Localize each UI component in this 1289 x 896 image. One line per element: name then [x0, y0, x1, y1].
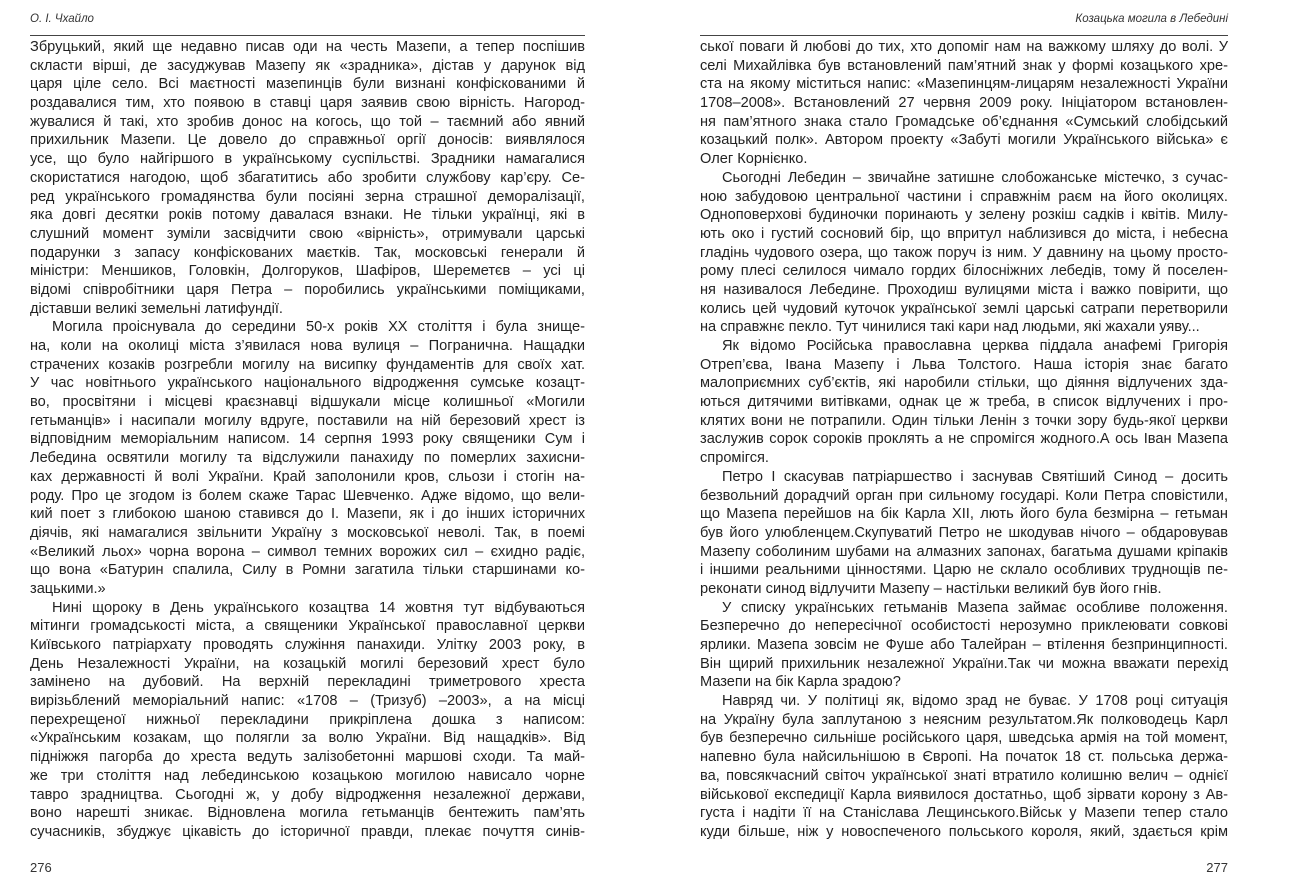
left-page [30, 0, 585, 896]
text-line: Мазепи на бік Карла зрадою? [700, 674, 901, 691]
text-line: роду. Про це згодом із болем скаже Тарас Шевченко. Адже відомо, що вели- [30, 487, 585, 504]
text-line: і іншими реальними цінностями. Царю не склало особливих труднощів пе- [700, 562, 1228, 579]
text-line: Могила проіснувала до середини 50-х років XX століття і була знище- [52, 319, 585, 336]
text-line: замінено на дубовий. На верхній перекладині триметрового хреста [30, 674, 585, 691]
text-line: подарунки з запасу конфіскованих маєтків. Так, московські генерали й [30, 244, 585, 261]
text-line: малоприємних суб’єктів, які наробили стільки, що діяння відлучених зда- [700, 375, 1228, 392]
text-line: куди більше, ніж у новоспеченого польського короля, який, здається крім [700, 823, 1228, 840]
text-line: Збруцький, який ще недавно писав оди на честь Мазепи, а тепер поспішив [30, 39, 585, 55]
text-line: військової експедиції Карла виявилося достатньо, щоб зірвати корону з Ав- [700, 786, 1228, 803]
text-line: вирізьблений меморіальний напис: «1708 – (Тризуб) –2003», а на місці [30, 693, 585, 710]
text-line: Мазепу соболиним шубами на алмазних запонах, багатьма душами кріпаків [700, 543, 1228, 560]
text-line: селі Михайлівка був встановлений пам’ятний знак у формі козацького хре- [700, 57, 1228, 74]
page-body [30, 38, 585, 842]
text-line: же три століття над лебединською козацькою могилою нависало чорне [30, 767, 585, 784]
text-line: був безперечно сильніше російського царя, шведська армія на той момент, [700, 730, 1228, 747]
text-line: Безперечно до непересічної особистості нерозумно приклеювати совкові [700, 618, 1228, 635]
text-line: густа і надіти її на Станіслава Лещинського.Військ у Мазепи тепер стало [700, 805, 1228, 822]
text-line: «Великий льох» чорна ворона – символ темних ворожих сил – єхидно радіє, [30, 543, 585, 560]
text-line: відповідним меморіальним написом. 14 серпня 1993 року священики Сум і [30, 431, 585, 448]
paragraph [700, 599, 1228, 692]
text-line: во, просвітяни і місцеві краєзнавці відшукали місце колишньої «Могили [30, 394, 585, 411]
text-line: гетьманців» і насипали могилу вдруге, поставили на ній березовий хрест із [30, 412, 585, 429]
text-line: Він щирий прихильник незалежної України.Так чи можна вважати перехід [700, 655, 1228, 672]
text-line: на справжнє пекло. Тут чинилися такі кари над людьми, які жахали уяву... [700, 319, 1200, 336]
text-line: ста на якому міститься напис: «Мазепинцям-лицарям незалежності України [700, 76, 1228, 93]
text-line: слушний момент зуміли засвідчити свою «вірність», отримували царські [30, 225, 585, 242]
text-line: усе, що було найгіршого в українському суспільстві. Зрадники намагалися [30, 151, 585, 168]
text-line: кий поет з глибокою шаною ставився до І. Мазепи, як і до інших історичних [30, 506, 585, 523]
text-line: У час новітнього українського національного відродження сумське козацт- [30, 375, 585, 392]
paragraph [700, 468, 1228, 599]
text-line: «Українським козакам, що полягли за волю України. Від нащадків». Від [30, 730, 585, 747]
text-line: міністри: Меншиков, Головкін, Долгоруков, Шафіров, Шереметєв – усі ці [30, 263, 585, 280]
paragraph [700, 337, 1228, 468]
text-line: на Україну була заплутаною з неясним результатом.Як полководець Карл [700, 711, 1228, 728]
paragraph [700, 169, 1228, 337]
text-line: напевно була найсильнішою в Європі. На початок 18 ст. польська держа- [700, 749, 1228, 766]
text-line: на, коли на околиці міста з’явилася нова вулиця – Погранична. Нащадки [30, 338, 585, 354]
text-line: 1708–2008». Встановлений 27 червня 2009 року. Ініціатором встановлен- [700, 95, 1228, 112]
paragraph [30, 38, 585, 318]
text-line: Сьогодні Лебедин – звичайне затишне слобожанське містечко, з сучас- [722, 169, 1228, 186]
text-line: був його улюбленцем.Скупуватий Петро не шкодував нічого – обдаровував [700, 524, 1228, 541]
text-line: козацький полк». Автором проекту «Забуті могили Українського війська» є [700, 132, 1228, 149]
text-line: Нині щороку в День українського козацтва 14 жовтня тут відбуваються [52, 599, 585, 616]
running-header-author: О. І. Чхайло [30, 13, 94, 25]
text-line: скористатися нагодою, щоб збагатитись або зробити службову кар’єру. Се- [30, 169, 585, 186]
text-line: Петро І скасував патріаршество і заснував Святіший Синод – досить [722, 468, 1228, 485]
text-line: Одноповерхові будиночки поринають у зелену розкіш садків і квітів. Милу- [700, 207, 1228, 224]
text-line: діставши великі земельні латифундії. [30, 300, 283, 317]
text-line: ках державності й волі України. Край заполонили кров, сльози і стогін на- [30, 468, 585, 485]
text-line: Отреп’єва, Івана Мазепу і Льва Толстого. Наша історія знає багато [700, 356, 1228, 373]
text-line: прихильник Мазепи. Це довело до справжньої оргії доносів: виявлялося [30, 132, 585, 149]
text-line: скласти вірші, де засуджував Мазепу як «зрадника», дістав у дарунок від [30, 57, 585, 74]
text-line: ярлики. Мазепа зовсім не Фуше або Талейран – втілення безпринципності. [700, 637, 1228, 653]
text-line: ва, повсякчасний світоч української знаті втратило колишню велич – однієї [700, 767, 1228, 784]
text-line: безвольний дорадчий орган при сильному государі. Коли Петра сповістили, [700, 487, 1228, 504]
text-line: відомі співробітники царя Петра – поробились українськими поміщиками, [30, 281, 585, 298]
text-line: ною забудовою центральної частини і справжнім раєм на його околицях. [700, 188, 1228, 205]
text-line: спромігся. [700, 450, 769, 467]
text-line: День Незалежності України, на козацькій могилі березовий хрест було [30, 655, 585, 672]
text-line: підніжжя пагорба до хреста ведуть залізобетонні маршові сходи. Та май- [30, 749, 585, 766]
header-rule [30, 35, 585, 36]
text-line: що вона «Батурин спалила, Силу в Ромни загатила тільки старшинами ко- [30, 562, 585, 579]
text-line: діячів, які намагалися звільнити Україну з московської неволі. Так, в поемі [30, 524, 585, 541]
paragraph [30, 599, 585, 842]
text-line: перехрещеної нижньої перекладини прикріплена дошка з написом: [30, 711, 585, 728]
page-number: 277 [1206, 860, 1228, 875]
text-line: Лебедина освятили могилу та відслужили панахиду по померлих захисни- [30, 450, 585, 467]
text-line: колись цей чудовий куточок української землі царські сатрапи перетворили [700, 300, 1228, 317]
paragraph [700, 692, 1228, 842]
text-line: ред українського громадянства були посіяні зерна страшної деморалізації, [30, 188, 585, 205]
text-line: заслужив сорок сороків проклять а не спромігся жодного.А ось Іван Мазепа [700, 431, 1228, 448]
text-line: ської поваги й любові до тих, хто допоміг нам на важкому шляху до волі. У [700, 39, 1228, 55]
text-line: У списку українських гетьманів Мазепа займає особливе положення. [722, 599, 1228, 616]
text-line: гладінь чудового озера, що також поруч із ним. У давнину на цьому просто- [700, 244, 1228, 261]
text-line: клятих вони не потрапили. Один тільки Ленін з точки зору будь-якої церкви [700, 412, 1228, 429]
text-line: воно нарешті зникає. Відновлена могила гетьманців бентежить пам’ять [30, 805, 585, 822]
paragraph [30, 318, 585, 598]
running-header-title: Козацька могила в Лебедині [1075, 13, 1228, 25]
text-line: ють око і густий сосновий бір, що впритул наблизився до міста, і небесна [700, 225, 1228, 242]
text-line: сучасників, збуджує цікавість до історичної правди, плекає почуття синів- [30, 823, 585, 840]
text-line: рому плесі селилося чимало гордих білосніжних лебедів, тому й поселен- [700, 263, 1228, 280]
page-number: 276 [30, 860, 52, 875]
text-line: яка довгі десятки років потому давалася взнаки. Не тільки українці, які в [30, 207, 585, 224]
text-line: Олег Корнієнко. [700, 151, 808, 168]
right-page [700, 0, 1228, 896]
text-line: Як відомо Російська православна церква піддала анафемі Григорія [722, 338, 1228, 354]
text-line: Навряд чи. У політиці як, відомо зрад не буває. У 1708 році ситуація [722, 693, 1228, 710]
text-line: мітинги громадськості міста, а священики Української православної церкви [30, 618, 585, 635]
text-line: царя ціле село. Всі маєтності мазепинців були визнані конфіскованими й [30, 76, 585, 93]
page-body [700, 38, 1228, 842]
text-line: зацькими.» [30, 580, 106, 597]
text-line: що Мазепа перейшов на бік Карла XII, лють його була безмірна – гетьман [700, 506, 1228, 523]
text-line: роздавалися тим, хто появою в ставці царя заявив свою вірність. Нагород- [30, 95, 585, 112]
text-line: реконати синод відлучити Мазепу – настільки великий був його гнів. [700, 580, 1162, 597]
text-line: тавро зрадництва. Сьогодні ж, у добу відродження незалежної держави, [30, 786, 585, 803]
text-line: страчених козаків розгребли могилу на висипку фундаментів для своїх хат. [30, 356, 585, 373]
text-line: ня пам’ятного знака стало Громадське об’єднання «Сумський слобідський [700, 113, 1228, 130]
text-line: ня називалося Лебедине. Проходиш вулицями міста і важко повірити, що [700, 281, 1228, 298]
text-line: ються дитячими витівками, однак це ж треба, в список відлучених і про- [700, 394, 1228, 411]
text-line: жувалися й такі, хто зробив донос на когось, що той – таємний або явний [30, 113, 585, 130]
paragraph [700, 38, 1228, 169]
text-line: Київського патріархату проводять служіння панахиди. Улітку 2003 року, в [30, 637, 585, 653]
header-rule [700, 35, 1228, 36]
